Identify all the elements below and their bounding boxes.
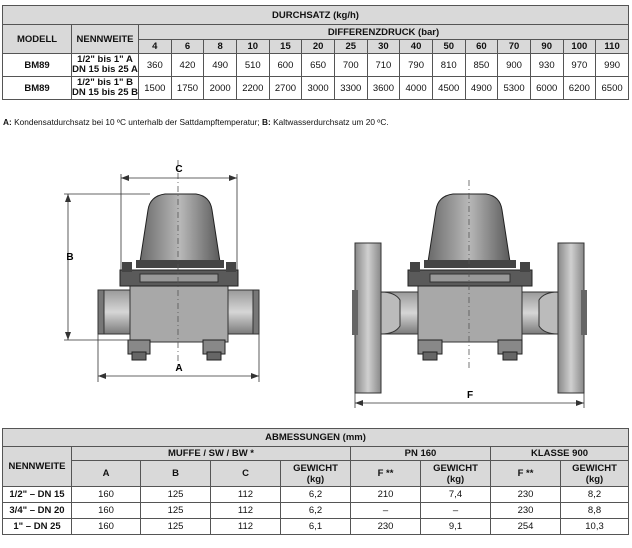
dim-value-c: 112: [211, 487, 281, 503]
footnote-b-text: Kaltwasserdurchsatz um 20 ºC.: [270, 117, 389, 127]
diff-pressure-header: DIFFERENZDRUCK (bar): [139, 25, 629, 40]
pressure-header: 25: [334, 40, 367, 54]
pressure-header: 30: [367, 40, 400, 54]
footnote-a-text: Kondensatdurchsatz bei 10 ºC unterhalb der Sattdampftemperatur;: [11, 117, 263, 127]
flow-value-cell: 850: [465, 54, 498, 77]
dim-value-pn-w: 7,4: [421, 487, 491, 503]
pressure-header: 4: [139, 40, 172, 54]
pn-weight-header: [421, 461, 491, 487]
label-f: F: [466, 390, 474, 401]
weight-unit: (kg): [585, 473, 604, 485]
flow-value-cell: 510: [236, 54, 269, 77]
dim-value-k-f: 230: [491, 503, 561, 519]
dim-col-size-header: NENNWEITE: [3, 447, 72, 487]
dim-value-pn-f: 210: [351, 487, 421, 503]
socket-end-view: [98, 160, 259, 370]
size-line-2: DN 15 bis 25 A: [72, 64, 138, 75]
label-a: A: [175, 363, 183, 374]
flow-value-cell: 5300: [498, 77, 531, 100]
pressure-header: 10: [236, 40, 269, 54]
dim-value-c: 112: [211, 503, 281, 519]
dim-table-title: ABMESSUNGEN (mm): [3, 429, 629, 447]
flow-value-cell: 6000: [530, 77, 563, 100]
flow-value-cell: 1750: [171, 77, 204, 100]
group-klasse900-header: KLASSE 900: [491, 447, 629, 461]
dim-row: [3, 503, 629, 519]
dim-row: [3, 487, 629, 503]
pressure-header: 6: [171, 40, 204, 54]
label-b: B: [66, 252, 74, 263]
flanged-end-view: [352, 180, 587, 393]
dim-value-b: 125: [141, 519, 211, 535]
flow-value-cell: 790: [400, 54, 433, 77]
dimensions-table: [2, 428, 629, 535]
klasse-f-header: F **: [491, 461, 561, 487]
dim-value-w: 6,2: [281, 503, 351, 519]
weight-label: GEWICHT: [293, 462, 338, 474]
dim-value-k-f: 230: [491, 487, 561, 503]
flow-value-cell: 810: [432, 54, 465, 77]
sub-c-header: C: [211, 461, 281, 487]
dim-value-k-f: 254: [491, 519, 561, 535]
flow-value-cell: 2200: [236, 77, 269, 100]
dim-value-k-w: 8,2: [561, 487, 629, 503]
flow-value-cell: 4500: [432, 77, 465, 100]
flow-value-cell: 700: [334, 54, 367, 77]
pressure-header: 8: [204, 40, 237, 54]
pressure-header: 50: [432, 40, 465, 54]
flow-value-cell: 3300: [334, 77, 367, 100]
pressure-header: 100: [563, 40, 596, 54]
flow-value-cell: 930: [530, 54, 563, 77]
flow-value-cell: 2000: [204, 77, 237, 100]
dim-value-a: 160: [72, 503, 141, 519]
weight-unit: (kg): [446, 473, 465, 485]
flow-value-cell: 3600: [367, 77, 400, 100]
dim-value-b: 125: [141, 487, 211, 503]
group-muffe-header: MUFFE / SW / BW *: [72, 447, 351, 461]
group-pn160-header: PN 160: [351, 447, 491, 461]
dim-row: [3, 519, 629, 535]
footnote-b-label: B:: [262, 117, 271, 127]
flow-value-cell: 600: [269, 54, 302, 77]
flow-value-cell: 360: [139, 54, 172, 77]
flow-value-cell: 710: [367, 54, 400, 77]
dim-value-pn-f: 230: [351, 519, 421, 535]
dim-value-k-w: 8,8: [561, 503, 629, 519]
label-c: C: [175, 164, 183, 175]
pressure-header: 70: [498, 40, 531, 54]
footnote-a-label: A:: [3, 117, 12, 127]
dim-value-a: 160: [72, 519, 141, 535]
sub-weight-header: [281, 461, 351, 487]
flow-value-cell: 900: [498, 54, 531, 77]
flow-value-cell: 3000: [302, 77, 335, 100]
pn-f-header: F **: [351, 461, 421, 487]
flow-value-cell: 4900: [465, 77, 498, 100]
model-cell: BM89: [3, 77, 72, 100]
flow-value-cell: 4000: [400, 77, 433, 100]
size-line-2: DN 15 bis 25 B: [72, 87, 138, 98]
dim-value-pn-w: 9,1: [421, 519, 491, 535]
dim-size-cell: 1/2" – DN 15: [3, 487, 72, 503]
flow-value-cell: 420: [171, 54, 204, 77]
dim-value-a: 160: [72, 487, 141, 503]
pressure-header: 40: [400, 40, 433, 54]
dim-size-cell: 3/4" – DN 20: [3, 503, 72, 519]
flow-value-cell: 6500: [596, 77, 629, 100]
weight-unit: (kg): [306, 473, 325, 485]
dim-value-pn-f: –: [351, 503, 421, 519]
dim-value-w: 6,2: [281, 487, 351, 503]
flow-table-title: DURCHSATZ (kg/h): [3, 6, 629, 25]
sub-a-header: A: [72, 461, 141, 487]
flow-value-cell: 650: [302, 54, 335, 77]
pressure-header: 60: [465, 40, 498, 54]
dim-size-cell: 1" – DN 25: [3, 519, 72, 535]
flow-value-cell: 1500: [139, 77, 172, 100]
col-size-header: NENNWEITE: [72, 25, 139, 54]
size-line-1: 1/2" bis 1" A: [77, 54, 133, 65]
pressure-header: 110: [596, 40, 629, 54]
flow-value-cell: 490: [204, 54, 237, 77]
flow-value-cell: 2700: [269, 77, 302, 100]
pressure-header: 20: [302, 40, 335, 54]
weight-label: GEWICHT: [433, 462, 478, 474]
sub-b-header: B: [141, 461, 211, 487]
dim-value-c: 112: [211, 519, 281, 535]
flow-value-cell: 990: [596, 54, 629, 77]
flow-value-cell: 6200: [563, 77, 596, 100]
dim-value-b: 125: [141, 503, 211, 519]
model-cell: BM89: [3, 54, 72, 77]
dim-value-w: 6,1: [281, 519, 351, 535]
dim-value-pn-w: –: [421, 503, 491, 519]
size-line-1: 1/2" bis 1" B: [76, 77, 133, 88]
col-model-header: MODELL: [3, 25, 72, 54]
dim-value-k-w: 10,3: [561, 519, 629, 535]
flow-value-cell: 970: [563, 54, 596, 77]
pressure-header: 90: [530, 40, 563, 54]
pressure-header: 15: [269, 40, 302, 54]
klasse-weight-header: [561, 461, 629, 487]
weight-label: GEWICHT: [572, 462, 617, 474]
